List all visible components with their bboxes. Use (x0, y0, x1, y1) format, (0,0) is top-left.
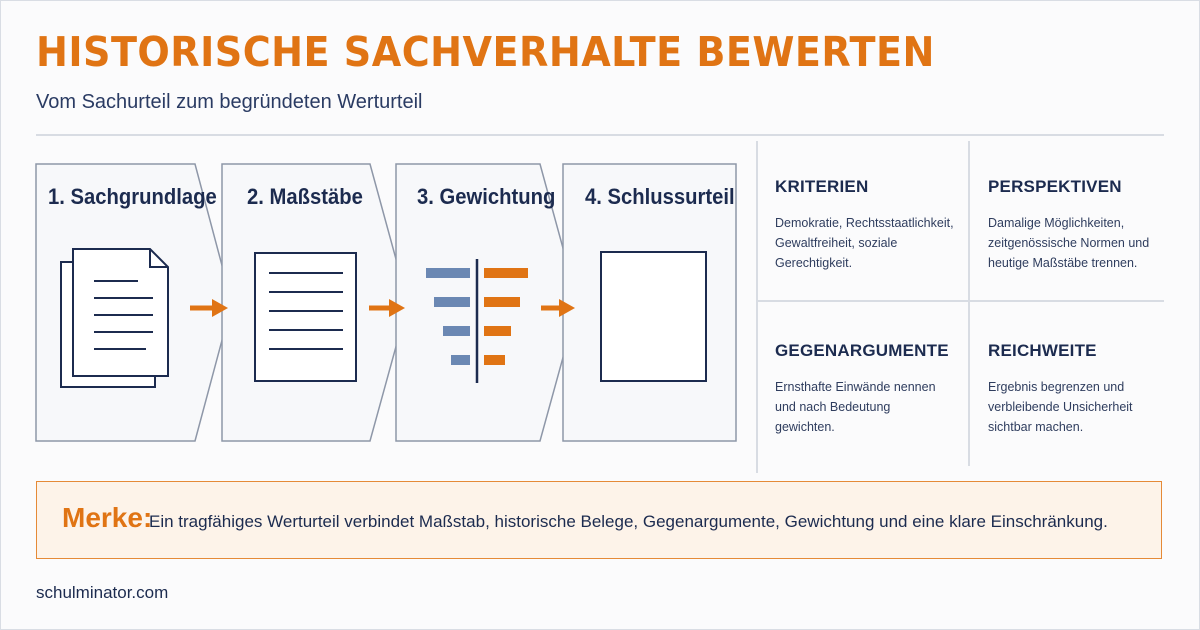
step-3-label: 3. Gewichtung (417, 184, 556, 209)
step-2-label: 2. Maßstäbe (247, 184, 363, 209)
step-1-label: 1. Sachgrundlage (48, 184, 217, 209)
criteria-text: Ernsthafte Einwände nennen und nach Bedeutung gewichten. (775, 380, 936, 434)
step-4-label: 4. Schlussurteil (585, 184, 735, 209)
criteria-cell-gegenargumente (775, 341, 950, 437)
criteria-cell-perspektiven (988, 177, 1158, 273)
document-stack-icon (61, 249, 168, 387)
criteria-title: PERSPEKTIVEN (988, 177, 1122, 196)
merke-label: Merke: (62, 502, 153, 533)
criteria-cell-kriterien (775, 177, 965, 273)
criteria-title: KRITERIEN (775, 177, 869, 196)
merke-text: Ein tragfähiges Werturteil verbindet Maßstab, historische Belege, Gegenargumente, Gewichtung und eine klare Einschränkung. (149, 512, 1108, 531)
criteria-cell-reichweite (988, 341, 1148, 437)
criteria-text: Demokratie, Rechtsstaatlichkeit, Gewaltfreiheit, soziale Gerechtigkeit. (775, 216, 954, 270)
process-diagram (0, 0, 760, 460)
criteria-title: REICHWEITE (988, 341, 1097, 360)
document-lines-icon (255, 253, 356, 381)
footer-site: schulminator.com (36, 583, 169, 602)
criteria-text: Damalige Möglichkeiten, zeitgenössische Normen und heutige Maßstäbe trennen. (988, 216, 1150, 270)
blank-page-icon (601, 252, 706, 381)
criteria-title: GEGENARGUMENTE (775, 341, 949, 360)
process-shapes (0, 0, 760, 460)
page-title: HISTORISCHE SACHVERHALTE BEWERTEN (36, 28, 935, 76)
page-subtitle: Vom Sachurteil zum begründeten Werturteil (36, 91, 423, 113)
criteria-text: Ergebnis begrenzen und verbleibende Unsicherheit sichtbar machen. (988, 380, 1133, 434)
merke-box (36, 481, 1162, 559)
